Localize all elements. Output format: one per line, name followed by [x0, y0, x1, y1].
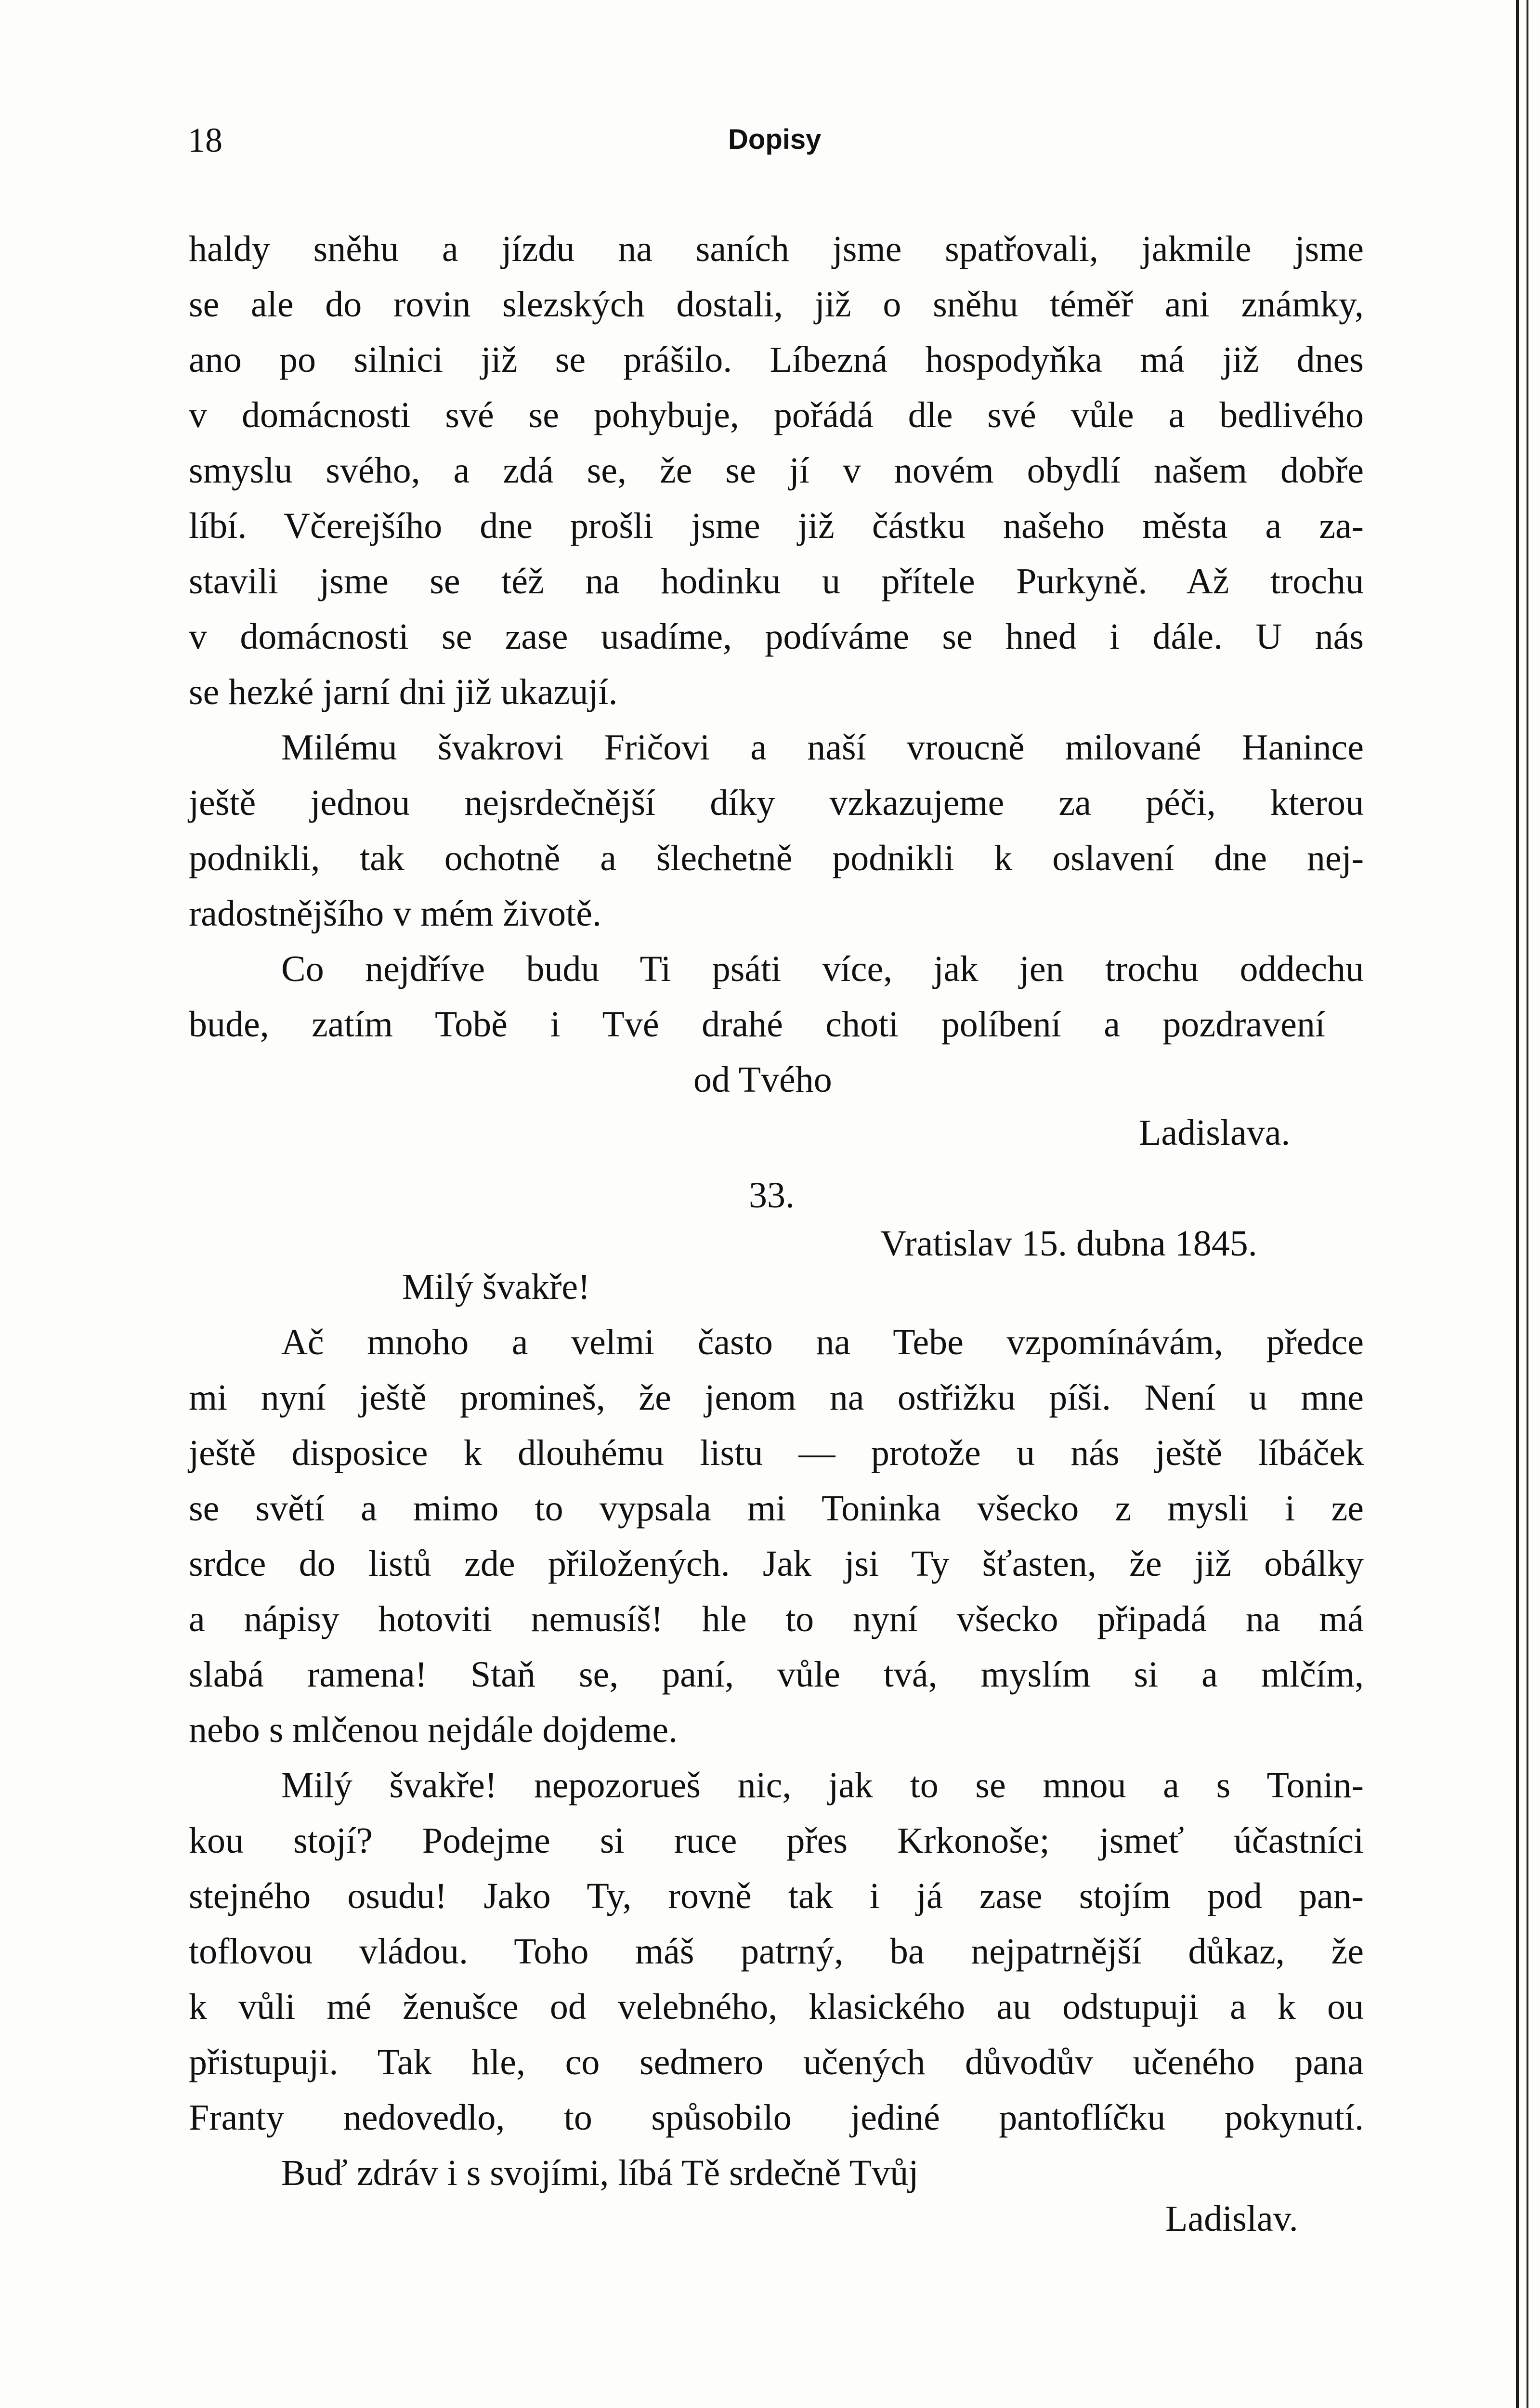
text-line: Buď zdráv i s svojími, líbá Tě srdečně Tvůj — [281, 2153, 919, 2193]
letter-prev-paragraph-3 — [189, 942, 1364, 1052]
text-line: Co nejdříve budu Ti psáti více, jak jen trochu oddechu — [281, 949, 1364, 989]
page-edge-line — [1516, 0, 1519, 2408]
text-line: slabá ramena! Staň se, paní, vůle tvá, myslím si a mlčím, — [189, 1654, 1364, 1695]
text-line: toflovou vládou. Toho máš patrný, ba nejpatrnější důkaz, že — [189, 1931, 1364, 1972]
text-line: mi nyní ještě promineš, že jenom na ostřižku píši. Není u mne — [189, 1377, 1364, 1418]
text-line: k vůli mé ženušce od velebného, klasického au odstupuji a k ou — [189, 1987, 1364, 2027]
letter-33-paragraph-2 — [189, 1758, 1364, 2146]
letter-prev-paragraph-2 — [189, 720, 1364, 942]
running-title: Dopisy — [728, 124, 822, 155]
text-line: se světí a mimo to vypsala mi Toninka všecko z mysli i ze — [189, 1488, 1364, 1529]
text-line: přistupuji. Tak hle, co sedmero učených důvodův učeného pana — [189, 2042, 1364, 2082]
text-line: haldy sněhu a jízdu na saních jsme spatřovali, jakmile jsme — [189, 229, 1364, 269]
text-line: v domácnosti se zase usadíme, podíváme se hned i dále. U nás — [189, 616, 1364, 657]
letter-place-date: Vratislav 15. dubna 1845. — [880, 1223, 1257, 1264]
page-edge-line — [1527, 0, 1528, 2408]
text-line: líbí. Včerejšího dne prošli jsme již částku našeho města a za- — [189, 506, 1364, 546]
text-line: radostnějšího v mém životě. — [189, 893, 601, 934]
letter-prev-paragraph-1 — [189, 222, 1364, 720]
letter-prev-signature: Ladislava. — [1139, 1112, 1291, 1153]
text-line: stavili jsme se též na hodinku u přítele Purkyně. Až trochu — [189, 561, 1364, 602]
text-line: smyslu svého, a zdá se, že se jí v novém obydlí našem dobře — [189, 450, 1364, 491]
page-number: 18 — [188, 121, 222, 159]
text-line: kou stojí? Podejme si ruce přes Krkonoše; jsmeť účastníci — [189, 1820, 1364, 1861]
text-line: se hezké jarní dni již ukazují. — [189, 672, 618, 712]
text-line: Milému švakrovi Fričovi a naší vroucně milované Hanince — [281, 727, 1364, 768]
text-line: ano po silnici již se prášilo. Líbezná hospodyňka má již dnes — [189, 340, 1364, 380]
text-line: Ač mnoho a velmi často na Tebe vzpomínávám, předce — [281, 1322, 1364, 1362]
text-line: podnikli, tak ochotně a šlechetně podnikli k oslavení dne nej- — [189, 838, 1364, 878]
text-line: bude, zatím Tobě i Tvé drahé choti políbení a pozdravení — [189, 1004, 1325, 1045]
text-line: v domácnosti své se pohybuje, pořádá dle své vůle a bedlivého — [189, 395, 1364, 435]
text-line: stejného osudu! Jako Ty, rovně tak i já zase stojím pod pan- — [189, 1876, 1364, 1916]
text-line: ještě disposice k dlouhému listu — protože u nás ještě líbáček — [189, 1433, 1364, 1473]
text-line: nebo s mlčenou nejdále dojdeme. — [189, 1710, 678, 1750]
text-line: ještě jednou nejsrdečnější díky vzkazujeme za péči, kterou — [189, 783, 1364, 823]
letter-salutation: Milý švakře! — [402, 1267, 590, 1307]
letter-33-signature: Ladislav. — [1165, 2199, 1298, 2239]
letter-33-paragraph-1 — [189, 1315, 1364, 1758]
text-line: a nápisy hotoviti nemusíš! hle to nyní všecko připadá na má — [189, 1599, 1364, 1639]
letter-number: 33. — [749, 1175, 795, 1216]
text-line: se ale do rovin slezských dostali, již o sněhu téměř ani známky, — [189, 284, 1364, 325]
page-header — [0, 120, 1540, 164]
text-line: srdce do listů zde přiložených. Jak jsi Ty šťasten, že již obálky — [189, 1544, 1364, 1584]
text-line: Milý švakře! nepozorueš nic, jak to se mnou a s Tonin- — [281, 1765, 1364, 1806]
text-line: Franty nedovedlo, to spůsobilo jediné pantoflíčku pokynutí. — [189, 2097, 1364, 2138]
letter-prev-closing: od Tvého — [693, 1060, 832, 1100]
